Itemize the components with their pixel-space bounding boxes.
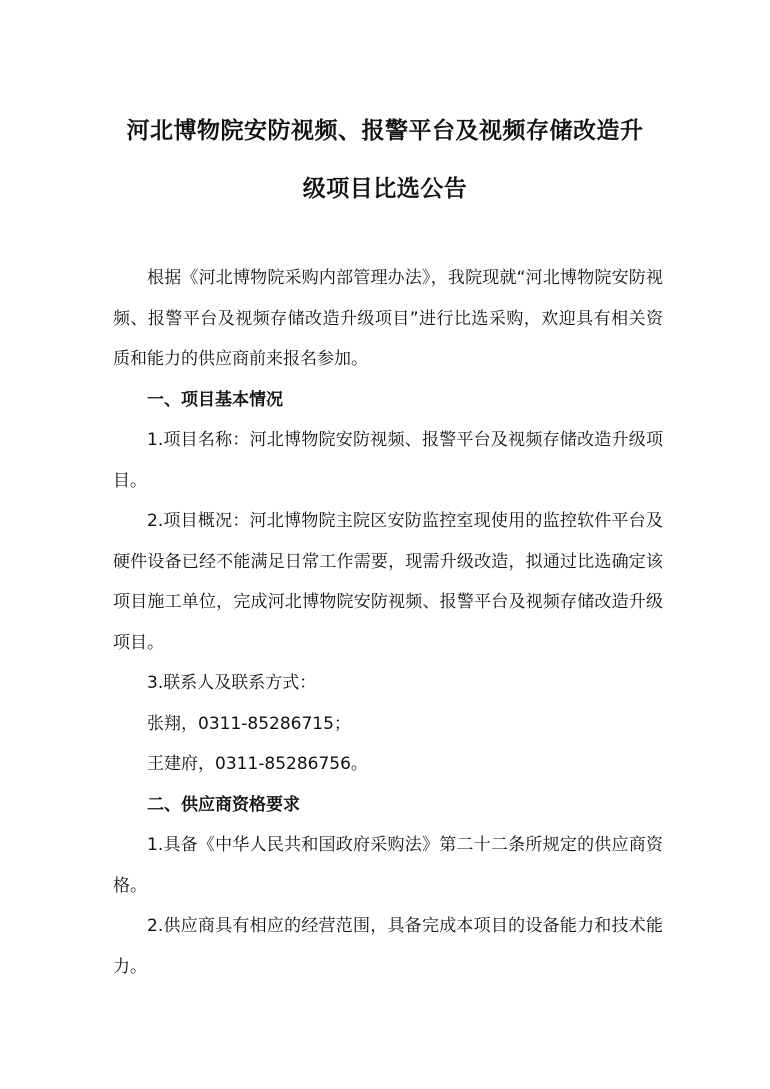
section-1-heading: 一、项目基本情况 <box>147 389 283 410</box>
qualification-1-paragraph: 1.具备《中华人民共和国政府采购法》第二十二条所规定的供应商资格。 <box>113 835 663 896</box>
document-body <box>113 258 663 987</box>
qualification-2-paragraph: 2.供应商具有相应的经营范围，具备完成本项目的设备能力和技术能力。 <box>113 916 663 977</box>
contact-zhang: 张翔，0311-85286715； <box>147 713 351 734</box>
project-overview-paragraph: 2.项目概况：河北博物院主院区安防监控室现使用的监控软件平台及硬件设备已经不能满足日常工作需要，现需升级改造，拟通过比选确定该项目施工单位，完成河北博物院安防视频、报警平台及视频存储改造升级项目。 <box>113 511 663 653</box>
intro-paragraph: 根据《河北博物院采购内部管理办法》，我院现就“河北博物院安防视频、报警平台及视频存储改造升级项目”进行比选采购，欢迎具有相关资质和能力的供应商前来报名参加。 <box>113 268 663 369</box>
project-name-paragraph: 1.项目名称：河北博物院安防视频、报警平台及视频存储改造升级项目。 <box>113 430 663 491</box>
document-title-line-2: 级项目比选公告 <box>302 176 468 202</box>
contact-wang: 王建府，0311-85286756。 <box>147 754 368 774</box>
document-title-line-1: 河北博物院安防视频、报警平台及视频存储改造升 <box>126 118 644 144</box>
section-2-heading: 二、供应商资格要求 <box>147 794 300 815</box>
contacts-label: 3.联系人及联系方式： <box>147 673 317 693</box>
